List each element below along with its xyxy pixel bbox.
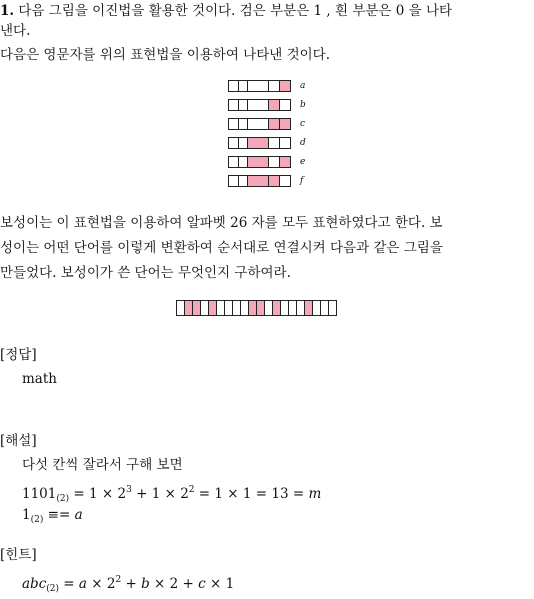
problem-text-1: 다음 그림을 이진법을 활용한 것이다. 검은 부분은 1 , 흰 부분은 0 을 나타	[18, 3, 453, 19]
encoding-letter-label: e	[300, 157, 306, 167]
encoding-cells	[228, 118, 290, 130]
para2-line-2: 성이는 어떤 단어를 이렇게 변환하여 순서대로 연결시켜 다음과 같은 그림을	[0, 240, 443, 256]
encoding-letter-label: c	[300, 119, 306, 129]
encoding-cell	[247, 156, 269, 168]
encoding-row-c	[228, 118, 305, 130]
solution-equation-2: $1_{(2)} \equiv= a$	[22, 507, 83, 525]
encoding-letter-label: a	[300, 81, 306, 91]
answer-heading: [정답]	[0, 347, 37, 363]
encoding-cell	[247, 80, 269, 92]
encoding-cell	[279, 175, 291, 187]
encoding-row-b	[228, 99, 306, 111]
word-cell	[328, 300, 337, 316]
para2-line-3: 만들었다. 보성이가 쓴 단어는 무엇인지 구하여라.	[0, 265, 291, 281]
hint-heading: [힌트]	[0, 547, 37, 563]
problem-line-2: 낸다.	[0, 23, 31, 39]
encoding-cells	[228, 175, 290, 187]
encoding-cell	[247, 118, 269, 130]
encoding-row-a	[228, 80, 305, 92]
encoding-cell	[247, 137, 269, 149]
word-figure	[176, 300, 336, 316]
encoding-cell	[279, 156, 291, 168]
encoding-cells	[228, 137, 290, 149]
encoding-cell	[279, 99, 291, 111]
answer-value: math	[22, 371, 57, 387]
encoding-row-e	[228, 156, 305, 168]
solution-line-1: 다섯 칸씩 잘라서 구해 보면	[22, 457, 183, 473]
encoding-row-f	[228, 175, 303, 187]
encoding-cell	[279, 80, 291, 92]
encoding-cells	[228, 99, 290, 111]
encoding-letter-label: b	[300, 100, 306, 110]
encoding-cells	[228, 80, 290, 92]
encoding-row-d	[228, 137, 306, 149]
encoding-cell	[279, 137, 291, 149]
encoding-letter-label: d	[300, 138, 306, 148]
problem-line-1	[0, 2, 452, 21]
encoding-letter-label: f	[300, 176, 304, 186]
solution-equation-1: $1101_{(2)} = 1 \times 2^3 + 1 \times 2^2 = 1 \times 1 = 13 = m$	[22, 485, 322, 504]
encoding-cell	[279, 118, 291, 130]
para2-line-1: 보성이는 이 표현법을 이용하여 알파벳 26 자를 모두 표현하였다고 한다. 보	[0, 215, 443, 231]
encoding-cells	[228, 156, 290, 168]
encoding-cell	[247, 175, 269, 187]
problem-line-3: 다음은 영문자를 위의 표현법을 이용하여 나타낸 것이다.	[0, 47, 330, 63]
problem-number: 1.	[0, 3, 15, 19]
encoding-cell	[247, 99, 269, 111]
hint-equation: $abc_{(2)} = a \times 2^2 + b \times 2 + c \times 1$	[22, 575, 235, 594]
solution-heading: [해설]	[0, 433, 37, 449]
